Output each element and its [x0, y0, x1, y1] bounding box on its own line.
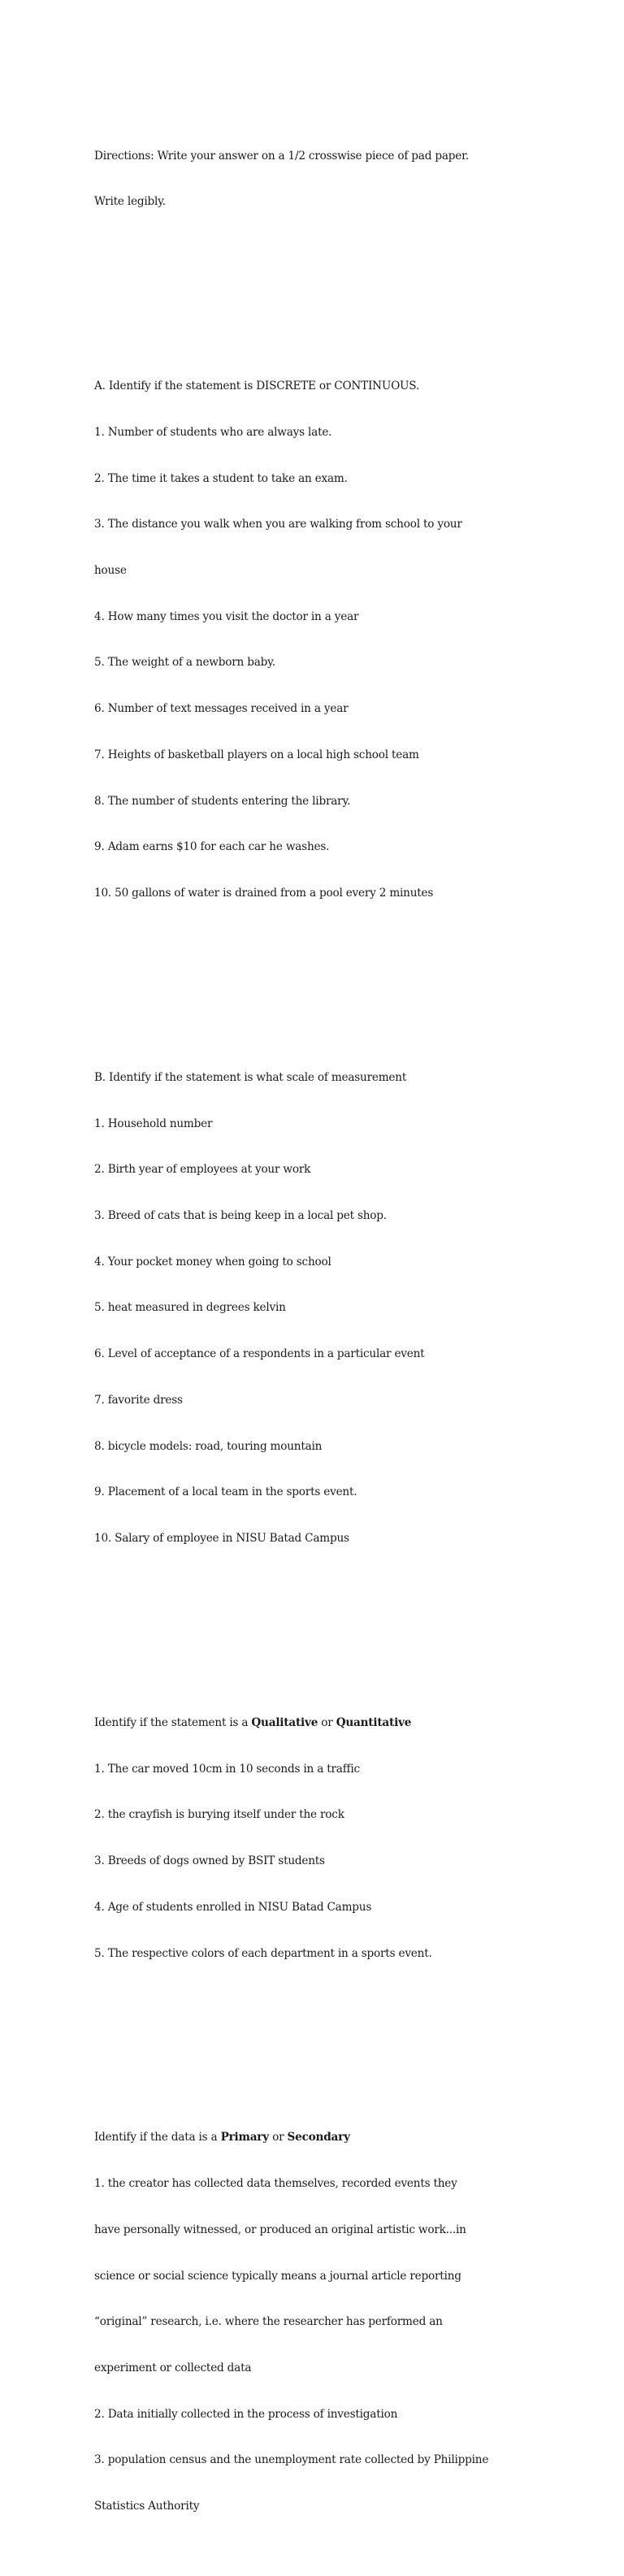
qualitative-term: Qualitative — [251, 1715, 318, 1729]
directions-line: Directions: Write your answer on a 1/2 crosswise piece of pad paper. — [94, 149, 470, 163]
section-b-item: 2. Birth year of employees at your work — [94, 1163, 311, 1177]
section-b-item: 8. bicycle models: road, touring mountain — [94, 1439, 323, 1453]
section-a-item: 5. The weight of a newborn baby. — [94, 656, 275, 670]
section-a-item: 1. Number of students who are always late. — [94, 425, 332, 439]
document-page — [94, 72, 614, 2576]
section-d-item: Statistics Authority — [94, 2500, 200, 2513]
section-a — [94, 348, 614, 931]
section-a-item: 6. Number of text messages received in a year — [94, 702, 349, 716]
section-d-heading-prefix: Identify if the data is a — [94, 2131, 221, 2144]
section-b — [94, 1039, 614, 1577]
section-d-item: experiment or collected data — [94, 2361, 252, 2374]
section-c-item: 3. Breeds of dogs owned by BSIT students — [94, 1854, 325, 1868]
spacer — [94, 2038, 614, 2053]
section-c-item: 5. The respective colors of each department in a sports event. — [94, 1946, 432, 1960]
primary-term: Primary — [220, 2131, 269, 2144]
section-a-item: 9. Adam earns $10 for each car he washes. — [94, 840, 330, 854]
section-d-item: have personally witnessed, or produced an original artistic work...in — [94, 2223, 466, 2236]
or-text: or — [268, 2131, 288, 2144]
section-b-item: 3. Breed of cats that is being keep in a local pet shop. — [94, 1209, 387, 1223]
section-d-item: “original” research, i.e. where the researcher has performed an — [94, 2315, 443, 2329]
spacer — [94, 287, 614, 302]
section-d-item: 2. Data initially collected in the process of investigation — [94, 2407, 398, 2421]
spacer — [94, 1624, 614, 1639]
section-c-item: 2. the crayfish is burying itself under the rock — [94, 1808, 344, 1822]
or-text: or — [318, 1715, 336, 1729]
section-a-item: 4. How many times you visit the doctor in a year — [94, 609, 359, 623]
section-d — [94, 2100, 614, 2545]
section-c — [94, 1685, 614, 1992]
section-d-item: 3. population census and the unemployment rate collected by Philippine — [94, 2453, 489, 2467]
section-d-item: 1. the creator has collected data themselves, recorded events they — [94, 2177, 457, 2191]
section-a-item: house — [94, 563, 127, 577]
section-b-item: 9. Placement of a local team in the sports event. — [94, 1485, 358, 1499]
section-c-heading-prefix: Identify if the statement is a — [94, 1715, 252, 1729]
section-d-item: science or social science typically means a journal article reporting — [94, 2269, 462, 2283]
section-a-item: 3. The distance you walk when you are walking from school to your — [94, 518, 462, 531]
section-a-item: 7. Heights of basketball players on a local high school team — [94, 748, 419, 761]
section-b-item: 5. heat measured in degrees kelvin — [94, 1301, 286, 1315]
section-b-heading: B. Identify if the statement is what scale of measurement — [94, 1070, 407, 1084]
section-b-item: 7. favorite dress — [94, 1393, 183, 1407]
secondary-term: Secondary — [287, 2131, 350, 2144]
spacer — [94, 978, 614, 993]
section-a-item: 2. The time it takes a student to take an exam. — [94, 471, 348, 485]
section-b-item: 4. Your pocket money when going to school — [94, 1255, 332, 1268]
directions-line: Write legibly. — [94, 195, 166, 209]
section-b-item: 10. Salary of employee in NISU Batad Campus — [94, 1532, 349, 1546]
section-c-heading — [94, 1715, 614, 1731]
directions — [94, 118, 614, 241]
quantitative-term: Quantitative — [336, 1715, 412, 1729]
section-a-heading: A. Identify if the statement is DISCRETE or CONTINUOUS. — [94, 379, 420, 393]
section-b-item: 1. Household number — [94, 1117, 213, 1130]
section-d-heading — [94, 2130, 614, 2145]
section-b-item: 6. Level of acceptance of a respondents in a particular event — [94, 1347, 425, 1361]
section-a-item: 10. 50 gallons of water is drained from a pool every 2 minutes — [94, 887, 434, 900]
section-c-item: 4. Age of students enrolled in NISU Batad Campus — [94, 1900, 372, 1914]
section-a-item: 8. The number of students entering the library. — [94, 794, 351, 808]
section-c-item: 1. The car moved 10cm in 10 seconds in a traffic — [94, 1762, 360, 1776]
